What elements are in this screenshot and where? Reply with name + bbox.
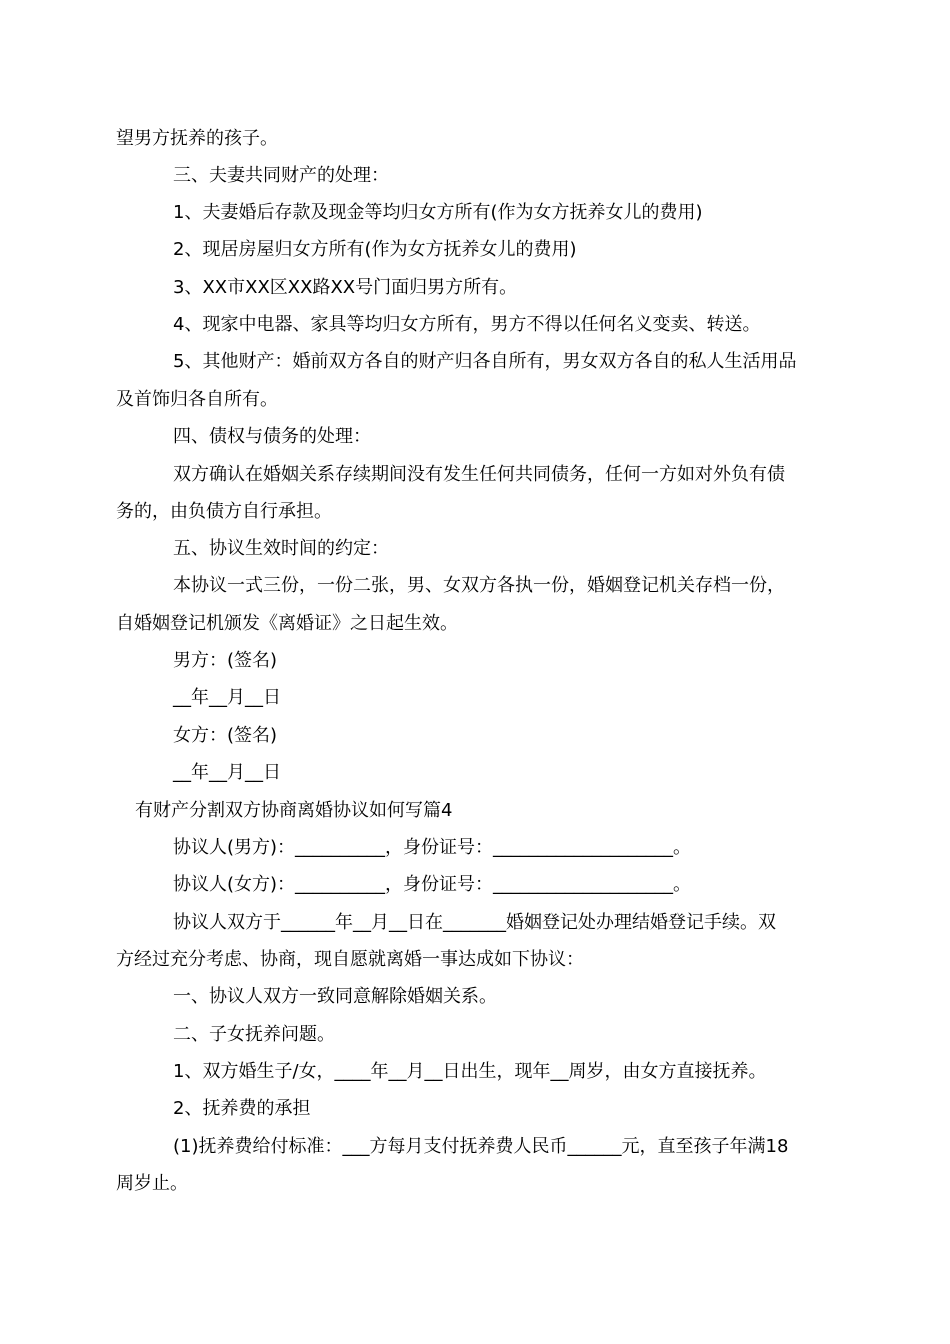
section-heading: 五、协议生效时间的约定： [173,538,389,559]
document-title: 有财产分割双方协商离婚协议如何写篇4 [135,800,453,821]
section-heading: 一、协议人双方一致同意解除婚姻关系。 [173,986,497,1007]
paragraph-line: 本协议一式三份，一份二张，男、女双方各执一份，婚姻登记机关存档一份， [173,575,785,596]
date-line: __年__月__日 [173,687,281,708]
signature-line: 女方：(签名) [173,725,278,746]
party-line: 协议人(女方)：__________，身份证号：____________________。 [173,874,692,895]
paragraph-line: 自婚姻登记机颁发《离婚证》之日起生效。 [116,613,458,634]
paragraph-line: 务的，由负债方自行承担。 [116,501,332,522]
list-item: (1)抚养费给付标准：___方每月支付抚养费人民币______元，直至孩子年满18 [173,1136,789,1157]
list-item: 2、抚养费的承担 [173,1098,311,1119]
paragraph-line: 协议人双方于______年__月__日在_______婚姻登记处办理结婚登记手续。双 [173,912,776,933]
section-heading: 二、子女抚养问题。 [173,1024,335,1045]
section-heading: 三、夫妻共同财产的处理： [173,165,389,186]
list-item: 1、双方婚生子/女，____年__月__日出生，现年__周岁，由女方直接抚养。 [173,1061,767,1082]
date-line: __年__月__日 [173,762,281,783]
party-line: 协议人(男方)：__________，身份证号：____________________。 [173,837,692,858]
paragraph-line: 方经过充分考虑、协商，现自愿就离婚一事达成如下协议： [116,949,584,970]
list-item: 1、夫妻婚后存款及现金等均归女方所有(作为女方抚养女儿的费用) [173,202,703,223]
paragraph-line: 双方确认在婚姻关系存续期间没有发生任何共同债务，任何一方如对外负有债 [173,464,785,485]
paragraph-line: 周岁止。 [116,1173,188,1194]
section-heading: 四、债权与债务的处理： [173,426,371,447]
list-item: 3、XX市XX区XX路XX号门面归男方所有。 [173,277,518,298]
paragraph-line: 望男方抚养的孩子。 [116,128,278,149]
paragraph-line: 及首饰归各自所有。 [116,389,278,410]
list-item: 5、其他财产：婚前双方各自的财产归各自所有，男女双方各自的私人生活用品 [173,351,797,372]
list-item: 2、现居房屋归女方所有(作为女方抚养女儿的费用) [173,239,577,260]
signature-line: 男方：(签名) [173,650,278,671]
list-item: 4、现家中电器、家具等均归女方所有，男方不得以任何名义变卖、转送。 [173,314,761,335]
